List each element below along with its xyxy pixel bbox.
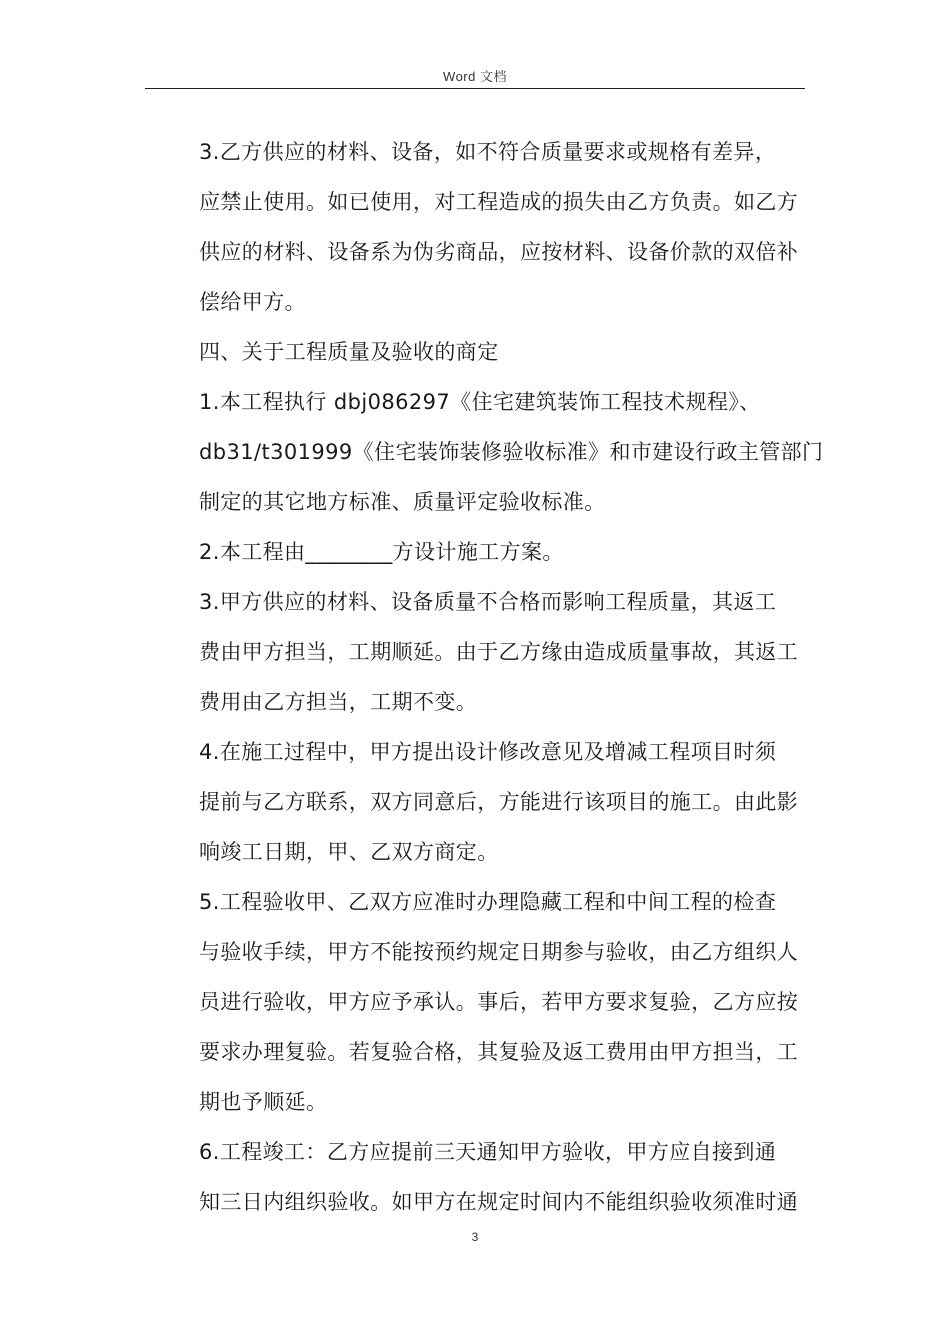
text-line: 4.在施工过程中，甲方提出设计修改意见及增减工程项目时须 xyxy=(199,740,777,764)
page-header-title: Word 文档 xyxy=(443,69,507,84)
section-heading-quality-acceptance xyxy=(178,327,810,377)
paragraph-design-changes xyxy=(178,727,810,877)
text-line: 2.本工程由________方设计施工方案。 xyxy=(199,540,564,564)
text-line: 3.甲方供应的材料、设备质量不合格而影响工程质量，其返工 xyxy=(199,590,777,614)
text-line: 员进行验收，甲方应予承认。事后，若甲方要求复验，乙方应按 xyxy=(199,990,799,1014)
text-line: 知三日内组织验收。如甲方在规定时间内不能组织验收须准时通 xyxy=(199,1190,799,1214)
text-line: 应禁止使用。如已使用，对工程造成的损失由乙方负责。如乙方 xyxy=(199,190,799,214)
text-line: 要求办理复验。若复验合格，其复验及返工费用由甲方担当，工 xyxy=(199,1040,799,1064)
paragraph-material-defects xyxy=(178,127,810,327)
text-line: 1.本工程执行 dbj086297《住宅建筑装饰工程技术规程》、 xyxy=(199,390,761,414)
text-line: 费由甲方担当，工期顺延。由于乙方缘由造成质量事故，其返工 xyxy=(199,640,799,664)
section-heading-text: 四、关于工程质量及验收的商定 xyxy=(199,340,499,364)
paragraph-inspection-acceptance xyxy=(178,877,810,1127)
text-line: 偿给甲方。 xyxy=(199,290,306,314)
paragraph-design-plan xyxy=(178,527,810,577)
text-line: 费用由乙方担当，工期不变。 xyxy=(199,690,478,714)
paragraph-party-a-materials xyxy=(178,577,810,727)
text-line: 供应的材料、设备系为伪劣商品，应按材料、设备价款的双倍补 xyxy=(199,240,799,264)
text-line: 与验收手续，甲方不能按预约规定日期参与验收，由乙方组织人 xyxy=(199,940,799,964)
text-line: 5.工程验收甲、乙双方应准时办理隐藏工程和中间工程的检查 xyxy=(199,890,777,914)
paragraph-standards xyxy=(178,377,824,527)
text-line: 3.乙方供应的材料、设备，如不符合质量要求或规格有差异， xyxy=(199,140,777,164)
text-line: 制定的其它地方标准、质量评定验收标准。 xyxy=(199,490,606,514)
text-line: 提前与乙方联系，双方同意后，方能进行该项目的施工。由此影 xyxy=(199,790,799,814)
page-number: 3 xyxy=(471,1230,479,1244)
text-line: 响竣工日期，甲、乙双方商定。 xyxy=(199,840,499,864)
header-divider xyxy=(145,88,805,89)
text-line: 6.工程竣工：乙方应提前三天通知甲方验收，甲方应自接到通 xyxy=(199,1140,777,1164)
text-line: db31/t301999《住宅装饰装修验收标准》和市建设行政主管部门 xyxy=(199,440,824,464)
document-body xyxy=(178,127,824,1227)
paragraph-completion xyxy=(178,1127,810,1227)
text-line: 期也予顺延。 xyxy=(199,1090,328,1114)
